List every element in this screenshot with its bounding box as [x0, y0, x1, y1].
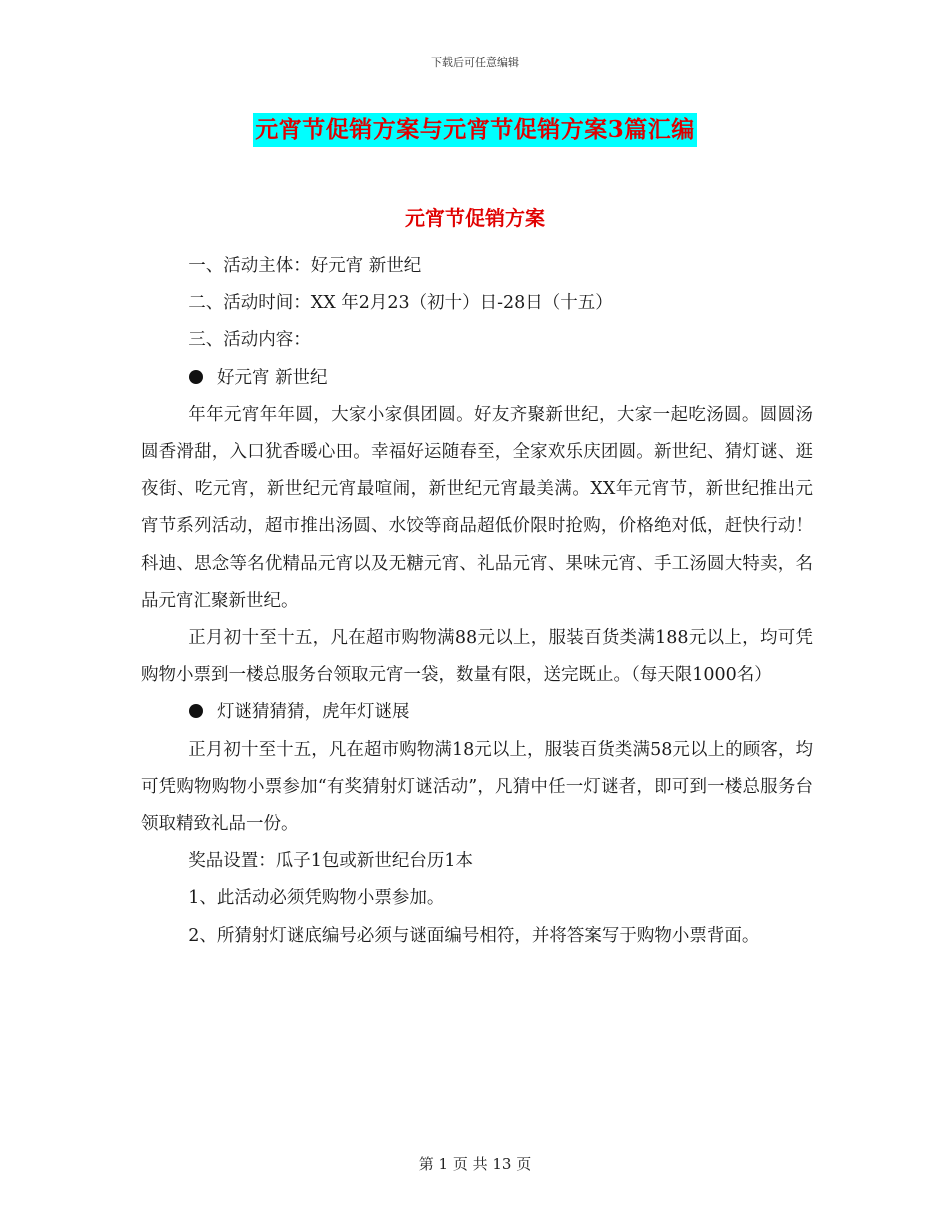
document-title-text: 元宵节促销方案与元宵节促销方案3篇汇编 — [253, 113, 697, 147]
section-title: 元宵节促销方案 — [405, 206, 545, 230]
page-footer: 第 1 页 共 13 页 — [418, 1155, 532, 1173]
paragraph-offer-2: 正月初十至十五，凡在超市购物满18元以上，服装百货类满58元以上的顾客，均可凭购物购物小票参加“有奖猜射灯谜活动”，凡猜中任一灯谜者，即可到一楼总服务台领取精致礼品一份。 — [141, 739, 813, 835]
paragraph-activity-content: 三、活动内容： — [188, 330, 311, 351]
paragraph-activity-subject: 一、活动主体：好元宵 新世纪 — [188, 256, 422, 276]
bullet-icon — [189, 704, 203, 718]
bullet-item-2 — [141, 694, 813, 731]
paragraph-rule-2: 2、所猜射灯谜底编号必须与谜面编号相符，并将答案写于购物小票背面。 — [188, 925, 760, 946]
bullet-item-2-text: 灯谜猜猜猜，虎年灯谜展 — [217, 702, 410, 723]
document-body — [141, 248, 813, 955]
bullet-item-1-text: 好元宵 新世纪 — [217, 367, 328, 388]
header-note: 下载后可任意编辑 — [431, 56, 519, 69]
bullet-icon — [189, 370, 203, 384]
paragraph-prize: 奖品设置：瓜子1包或新世纪台历1本 — [188, 851, 474, 872]
paragraph-intro: 年年元宵年年圆，大家小家俱团圆。好友齐聚新世纪，大家一起吃汤圆。圆圆汤圆香滑甜，入口犹香暖心田。幸福好运随春至，全家欢乐庆团圆。新世纪、猜灯谜、逛夜街、吃元宵，新世纪元宵最喧闹，新世纪元宵最美满。XX年元宵节，新世纪推出元宵节系列活动，超市推出汤圆、水饺等商品超低价限时抢购，价格绝对低，赶快行动！科迪、思念等名优精品元宵以及无糖元宵、礼品元宵、果味元宵、手工汤圆大特卖，名品元宵汇聚新世纪。 — [141, 404, 813, 611]
bullet-item-1 — [141, 360, 813, 397]
paragraph-offer-1: 正月初十至十五，凡在超市购物满88元以上，服装百货类满188元以上，均可凭购物小票到一楼总服务台领取元宵一袋，数量有限，送完既止。（每天限1000名） — [141, 628, 813, 686]
paragraph-rule-1: 1、此活动必须凭购物小票参加。 — [188, 888, 445, 909]
document-title — [0, 113, 950, 147]
paragraph-activity-time: 二、活动时间：XX 年2月23（初十）日-28日（十五） — [188, 293, 613, 314]
